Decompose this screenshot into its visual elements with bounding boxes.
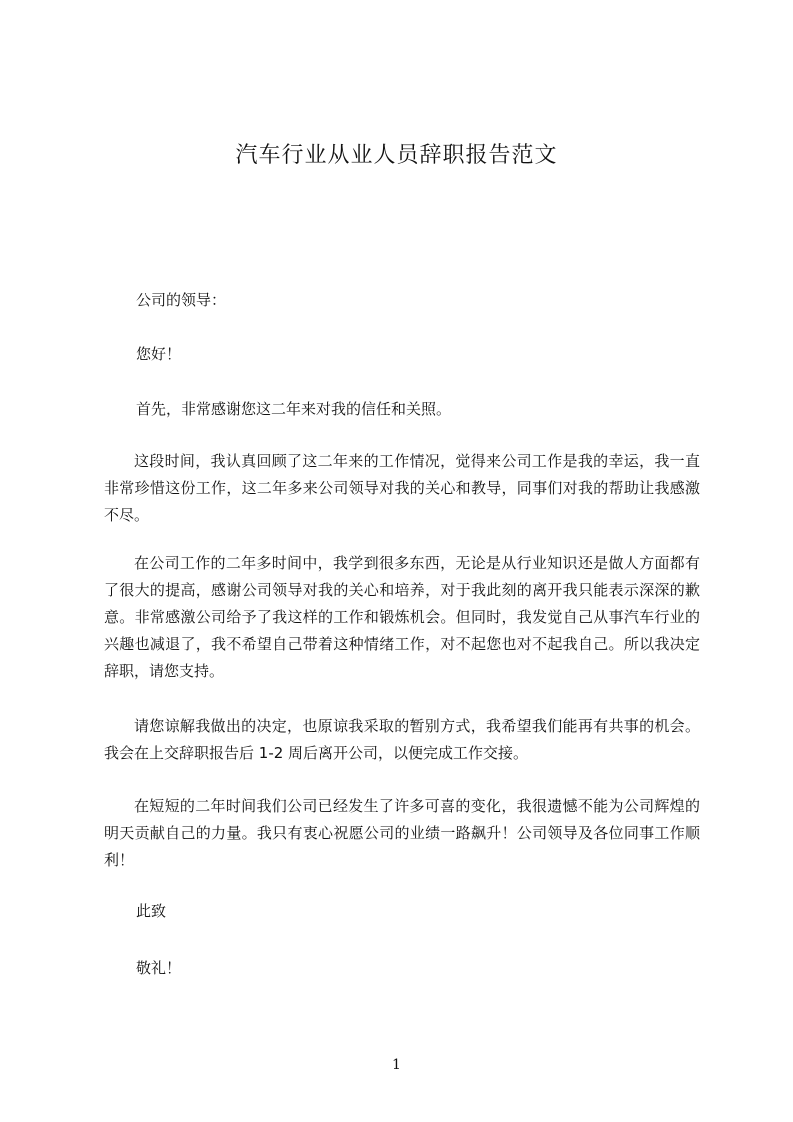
paragraph-thanks: 首先，非常感谢您这二年来对我的信任和关照。 [136, 400, 452, 418]
document-title: 汽车行业从业人员辞职报告范文 [235, 143, 558, 168]
paragraph-wishes: 在短短的二年时间我们公司已经发生了许多可喜的变化，我很遗憾不能为公司辉煌的明天贡献自己的力量。我只有衷心祝愿公司的业绩一路飙升！公司领导及各位同事工作顺利！ [104, 797, 700, 869]
page-number: 1 [392, 1057, 401, 1073]
salutation: 公司的领导： [136, 291, 227, 309]
closing-cizhi: 此致 [136, 902, 167, 920]
paragraph-handover: 请您谅解我做出的决定，也原谅我采取的暂别方式，我希望我们能再有共事的机会。我会在上交辞职报告后 1-2 周后离开公司，以便完成工作交接。 [104, 717, 700, 762]
paragraph-reason: 在公司工作的二年多时间中，我学到很多东西，无论是从行业知识还是做人方面都有了很大的提高，感谢公司领导对我的关心和培养，对于我此刻的离开我只能表示深深的歉意。非常感激公司给予了我这样的工作和锻炼机会。但同时，我发觉自己从事汽车行业的兴趣也减退了，我不希望自己带着这种情绪工作，对不起您也对不起我自己。所以我决定辞职，请您支持。 [104, 554, 700, 680]
greeting: 您好！ [136, 345, 182, 363]
paragraph-reflection: 这段时间，我认真回顾了这二年来的工作情况，觉得来公司工作是我的幸运，我一直非常珍惜这份工作，这二年多来公司领导对我的关心和教导，同事们对我的帮助让我感激不尽。 [104, 452, 700, 524]
closing-jingli: 敬礼！ [136, 959, 182, 977]
